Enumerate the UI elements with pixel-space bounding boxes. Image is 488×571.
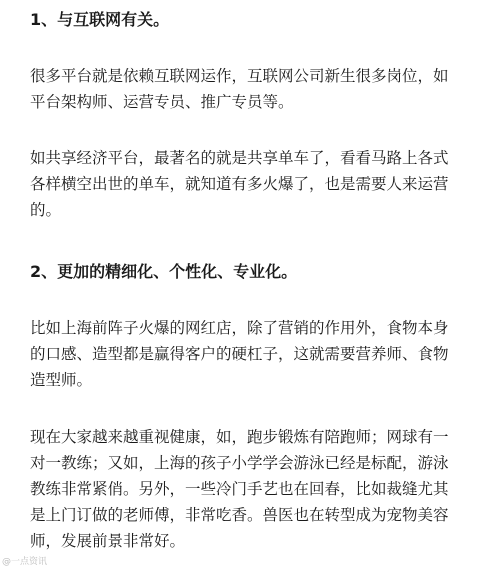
source-watermark: @一点资讯: [2, 557, 48, 567]
paragraph-line: 造型师。: [30, 371, 93, 389]
paragraph-line: 的。: [30, 201, 62, 219]
paragraph-line: 各样横空出世的单车，就知道有多火爆了，也是需要人来运营: [30, 175, 449, 193]
paragraph-line: 对一教练；又如，上海的孩子小学学会游泳已经是标配，游泳: [30, 454, 449, 472]
paragraph-line: 比如上海前阵子火爆的网红店，除了营销的作用外，食物本身: [30, 319, 449, 337]
section-2-heading: 2、更加的精细化、个性化、专业化。: [30, 262, 298, 281]
section-1-paragraph-1: [30, 63, 470, 115]
paragraph-line: 教练非常紧俏。另外，一些冷门手艺也在回春，比如裁缝尤其: [30, 480, 449, 498]
paragraph-line: 很多平台就是依赖互联网运作，互联网公司新生很多岗位，如: [30, 67, 449, 85]
section-2-paragraph-1: [30, 315, 470, 393]
paragraph-line: 的口感、造型都是赢得客户的硬杠子，这就需要营养师、食物: [30, 345, 449, 363]
paragraph-line: 如共享经济平台，最著名的就是共享单车了，看看马路上各式: [30, 149, 449, 167]
paragraph-line: 平台架构师、运营专员、推广专员等。: [30, 93, 294, 111]
section-1-heading: 1、与互联网有关。: [30, 10, 170, 29]
paragraph-line: 现在大家越来越重视健康，如，跑步锻炼有陪跑师；网球有一: [30, 428, 449, 446]
section-1-paragraph-2: [30, 145, 470, 223]
paragraph-line: 师，发展前景非常好。: [30, 532, 186, 550]
paragraph-line: 是上门订做的老师傅，非常吃香。兽医也在转型成为宠物美容: [30, 506, 449, 524]
section-2-paragraph-2: [30, 424, 470, 554]
